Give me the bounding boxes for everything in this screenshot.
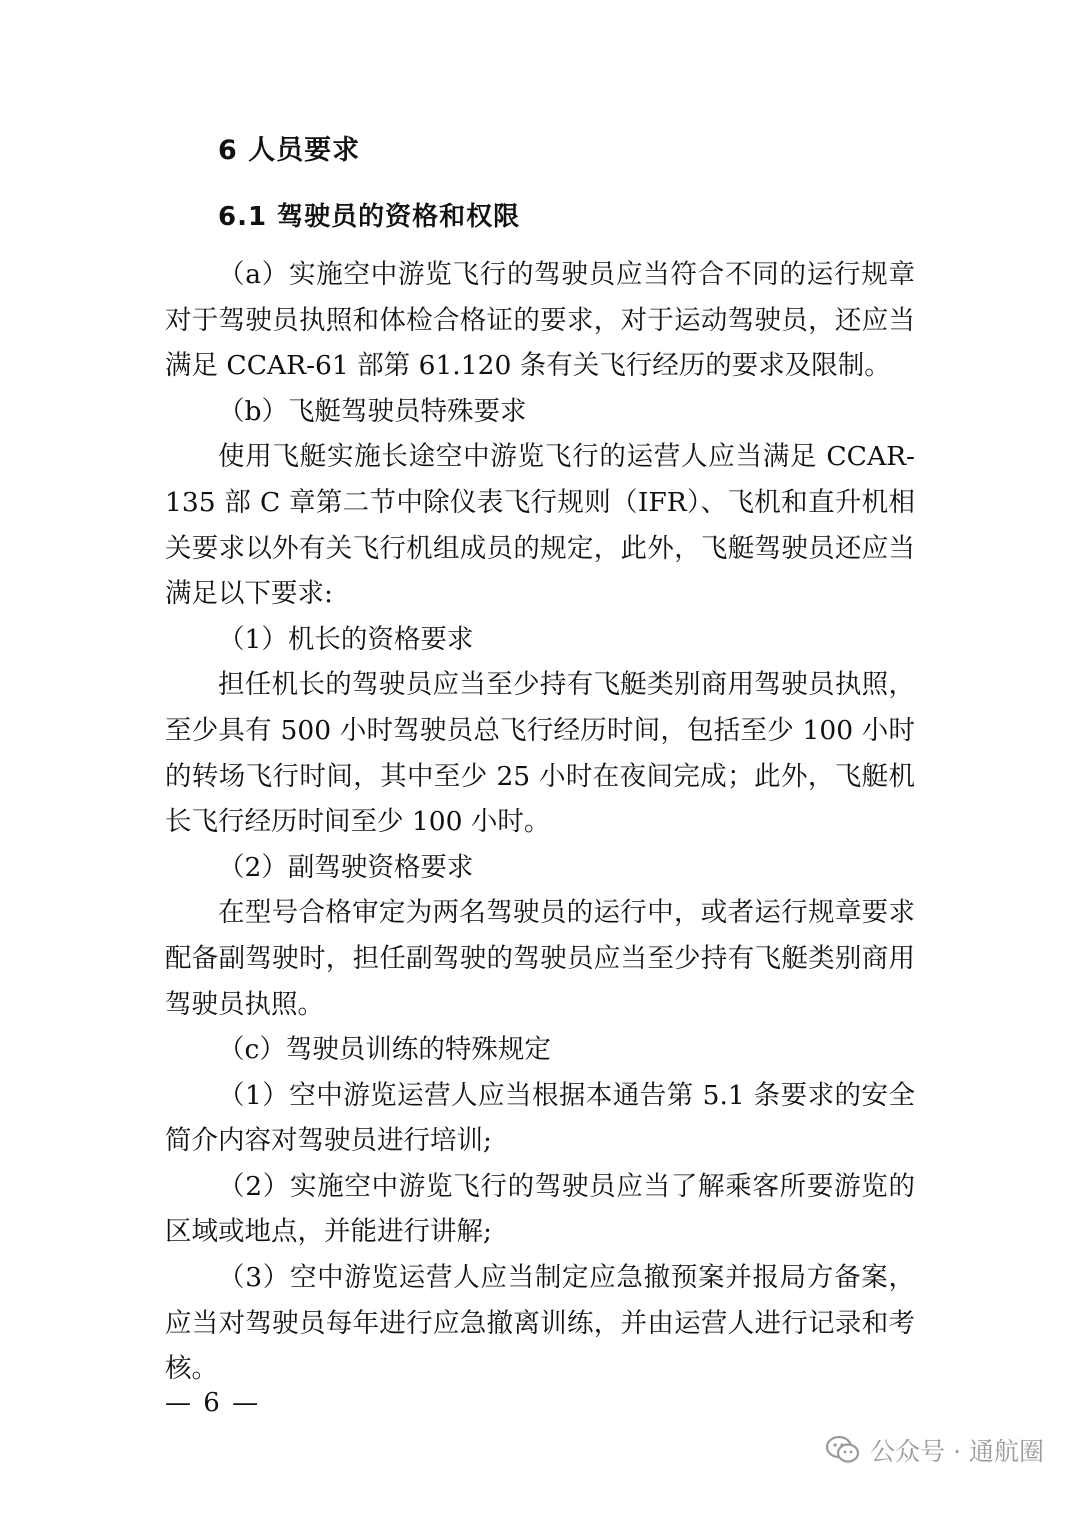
- paragraph: （b）飞艇驾驶员特殊要求: [218, 395, 527, 427]
- paragraph: （1）机长的资格要求: [218, 623, 474, 655]
- section-heading: 6 人员要求: [218, 135, 361, 166]
- paragraph: （2）实施空中游览飞行的驾驶员应当了解乘客所要游览的区域或地点，并能进行讲解;: [165, 1170, 915, 1248]
- document-body: [165, 252, 915, 1392]
- paragraph: 担任机长的驾驶员应当至少持有飞艇类别商用驾驶员执照，至少具有 500 小时驾驶员总飞行经历时间，包括至少 100 小时的转场飞行时间，其中至少 25 小时在夜间完成；此外，飞艇机长飞行经历时间至少 100 小时。: [165, 669, 915, 838]
- paragraph: （2）副驾驶资格要求: [218, 851, 474, 883]
- page-number: — 6 —: [165, 1388, 261, 1418]
- wechat-icon: [826, 1435, 860, 1465]
- paragraph: 在型号合格审定为两名驾驶员的运行中，或者运行规章要求配备副驾驶时，担任副驾驶的驾驶员应当至少持有飞艇类别商用驾驶员执照。: [165, 897, 915, 1020]
- paragraph: 使用飞艇实施长途空中游览飞行的运营人应当满足 CCAR-135 部 C 章第二节中除仪表飞行规则（IFR）、飞机和直升机相关要求以外有关飞行机组成员的规定，此外，飞艇驾驶员还应当满足以下要求:: [165, 441, 915, 610]
- watermark-text: 公众号 · 通航圈: [870, 1437, 1044, 1466]
- paragraph: （a）实施空中游览飞行的驾驶员应当符合不同的运行规章对于驾驶员执照和体检合格证的要求，对于运动驾驶员，还应当满足 CCAR-61 部第 61.120 条有关飞行经历的要求及限制。: [165, 259, 915, 382]
- subsection-heading: 6.1 驾驶员的资格和权限: [218, 202, 521, 232]
- paragraph: （1）空中游览运营人应当根据本通告第 5.1 条要求的安全简介内容对驾驶员进行培训;: [165, 1079, 915, 1157]
- paragraph: （c）驾驶员训练的特殊规定: [218, 1034, 551, 1066]
- watermark: [826, 1432, 1044, 1468]
- paragraph: （3）空中游览运营人应当制定应急撤预案并报局方备案，应当对驾驶员每年进行应急撤离训练，并由运营人进行记录和考核。: [165, 1262, 915, 1385]
